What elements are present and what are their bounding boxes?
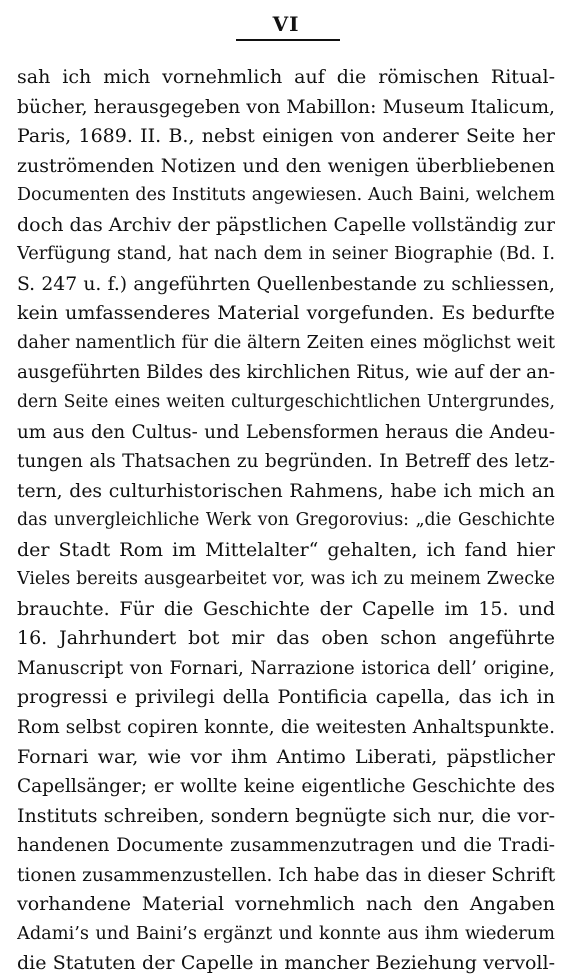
text-line: das unvergleichliche Werk von Gregorovius: „die Geschichte	[17, 510, 555, 531]
text-line: doch das Archiv der päpstlichen Capelle vollständig zur	[17, 213, 555, 236]
text-line: Documenten des Instituts angewiesen. Auch Baini, welchem	[17, 185, 555, 206]
text-line: Manuscript von Fornari, Narrazione istorica dell’ origine,	[17, 657, 555, 679]
text-line: Verfügung stand, hat nach dem in seiner Biographie (Bd. I.	[17, 244, 555, 265]
text-line: 16. Jahrhundert bot mir das oben schon angeführte	[17, 627, 555, 650]
text-line: Paris, 1689. II. B., nebst einigen von anderer Seite her	[17, 125, 555, 148]
text-line: tionen zusammenzustellen. Ich habe das in dieser Schrift	[17, 864, 555, 886]
text-line: zuströmenden Notizen und den wenigen überbliebenen	[17, 154, 555, 177]
text-line: Instituts schreiben, sondern begnügte sich nur, die vor-	[17, 804, 555, 827]
text-line: kein umfassenderes Material vorgefunden. Es bedurfte	[17, 302, 555, 325]
text-line: Rom selbst copiren konnte, die weitesten Anhaltspunkte.	[17, 717, 555, 739]
text-line: S. 247 u. f.) angeführten Quellenbestande zu schliessen,	[17, 273, 555, 295]
text-line: vorhandene Material vornehmlich nach den Angaben	[17, 893, 555, 916]
text-line: tern, des culturhistorischen Rahmens, habe ich mich an	[17, 480, 555, 502]
page-number: VI	[272, 12, 300, 36]
text-line: ausgeführten Bildes des kirchlichen Ritus, wie auf der an-	[17, 362, 555, 384]
text-line: brauchte. Für die Geschichte der Capelle im 15. und	[17, 597, 555, 620]
text-line: Vieles bereits ausgearbeitet vor, was ich zu meinem Zwecke	[17, 569, 555, 590]
text-line: progressi e privilegi della Pontificia capella, das ich in	[17, 686, 555, 709]
text-line: dern Seite eines weiten culturgeschichtlichen Untergrundes,	[17, 392, 555, 413]
text-line: Fornari war, wie vor ihm Antimo Liberati, päpstlicher	[17, 745, 555, 768]
text-line: bücher, herausgegeben von Mabillon: Museum Italicum,	[17, 96, 555, 118]
text-line: um aus den Cultus- und Lebensformen heraus die Andeu-	[17, 421, 555, 443]
text-line: tungen als Thatsachen zu begründen. In Betreff des letz-	[17, 451, 555, 473]
body-text	[17, 63, 555, 979]
text-line: der Stadt Rom im Mittelalter“ gehalten, ich fand hier	[17, 538, 555, 561]
text-line: handenen Documente zusammenzutragen und die Tradi-	[17, 835, 555, 857]
text-line: sah ich mich vornehmlich auf die römischen Ritual-	[17, 66, 555, 88]
text-line: Capellsänger; er wollte keine eigentliche Geschichte des	[17, 776, 555, 798]
header-rule	[236, 39, 340, 41]
text-line: daher namentlich für die ältern Zeiten eines möglichst weit	[17, 332, 555, 353]
text-line: die Statuten der Capelle in mancher Beziehung vervoll-	[17, 952, 555, 975]
text-line: Adami’s und Baini’s ergänzt und konnte aus ihm wiederum	[17, 923, 555, 944]
